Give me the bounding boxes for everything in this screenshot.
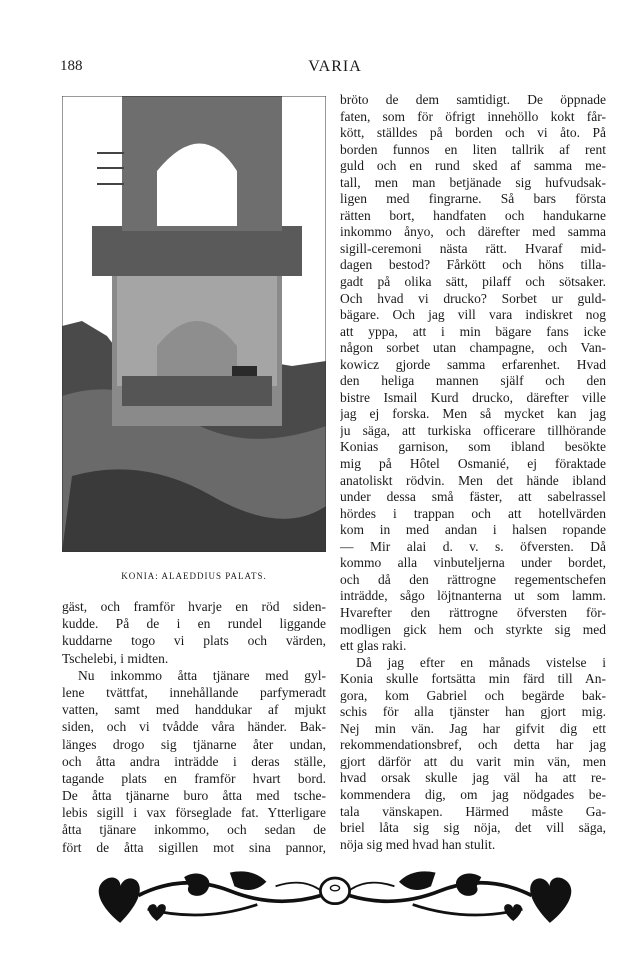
- text-line: Konias garnison, som ibland besökte: [340, 439, 606, 455]
- text-line: kött, ställdes på borden och vi åto. På: [340, 125, 606, 141]
- text-line: briel låta sig sig nöja, det vill säga,: [340, 820, 606, 836]
- heart-icon: [99, 878, 140, 923]
- text-line: dagen bestod? Fårkött och höns tilla-: [340, 257, 606, 273]
- text-line: schis för alla tjänster han gjort mig.: [340, 704, 606, 720]
- text-line: under dessa små fäster, att sabelrassel: [340, 489, 606, 505]
- text-line: gora, kom Gabriel och begärde bak-: [340, 687, 606, 703]
- text-line: rätten bort, handfaten och handukarne: [340, 207, 606, 223]
- page-number: 188: [60, 58, 83, 74]
- text-line: och åtta andra inträdde i deras ställe,: [62, 753, 326, 769]
- text-line: bistre Ismail Kurd drucko, därefter ville: [340, 389, 606, 405]
- text-line: — Mir alai d. v. s. öfversten. Då: [340, 538, 606, 554]
- text-line: Tschelebi, i midten.: [62, 650, 169, 666]
- decorative-tailpiece-ornament: [70, 868, 600, 932]
- text-line: De åtta tjänarne buro åtta med tsche-: [62, 788, 326, 804]
- text-line: faten, som för öfrigt innehöllo kokt får-: [340, 108, 606, 124]
- text-line: tagande plats en framför hvart bord.: [62, 770, 326, 786]
- text-line: modligen gick hem och styrkte sig med: [340, 621, 606, 637]
- text-line: Och hvad vi drucko? Sorbet ur guld-: [340, 290, 606, 306]
- text-line: Nu inkommo åtta tjänare med gyl-: [78, 667, 326, 683]
- text-line: lebis sigill i vax förseglade fat. Ytterligare: [62, 805, 326, 821]
- text-line: gadt på olika sätt, pilaff och sötsaker.: [340, 274, 606, 290]
- ruin-photograph: [62, 96, 326, 552]
- text-line: Konia skulle fortsätta min färd till An-: [340, 671, 606, 687]
- left-text-column: [62, 598, 326, 856]
- text-line: den heliga mannen själf och den: [340, 373, 606, 389]
- text-line: kom in med andan i halsen ropande: [340, 522, 606, 538]
- text-line: inkommo ånyo, och därefter med samma: [340, 224, 606, 240]
- text-line: rekommendationsbref, och detta har jag: [340, 737, 606, 753]
- text-line: och då den rättrogne regementschefen: [340, 571, 606, 587]
- text-line: tala vänskapen. Härmed måste Ga-: [340, 803, 606, 819]
- text-line: kommo alla vinbuteljerna under bordet,: [340, 555, 606, 571]
- text-line: kommendera dig, om jag nödgades be-: [340, 786, 606, 802]
- text-line: kuddarne togo vi plats och värden,: [62, 633, 326, 649]
- text-line: fört de åtta sigillen mot sina pannor,: [62, 839, 326, 855]
- text-line: kowicz gjorde samma erfarenhet. Hvad: [340, 356, 606, 372]
- text-line: åtta tjänare inkommo, och sedan de: [62, 822, 326, 838]
- text-line: lene tvättfat, innehållande parfymeradt: [62, 684, 326, 700]
- text-line: jag ej forska. Men så mycket kan jag: [340, 406, 606, 422]
- text-line: ett glas raki.: [340, 638, 407, 654]
- text-line: sigill-ceremoni nästa rätt. Hvaraf mid-: [340, 240, 606, 256]
- heart-icon: [530, 878, 571, 923]
- text-line: ligen med fingrarne. Så bars första: [340, 191, 606, 207]
- text-line: bröto de dem samtidigt. De öppnade: [340, 92, 606, 107]
- text-line: hvad orsak skulle jag väl ha att re-: [340, 770, 606, 786]
- text-line: ju säga, att turkiska officerare tillhörande: [340, 422, 606, 438]
- right-text-column: [340, 92, 606, 853]
- text-line: länges drogo sig tjänarne åter undan,: [62, 736, 326, 752]
- text-line: mig på Hôtel Osmanié, ej föraktade: [340, 456, 606, 472]
- text-line: Då jag efter en månads vistelse i: [356, 654, 606, 670]
- text-line: gäst, och framför hvarje en röd siden-: [62, 599, 326, 614]
- text-line: inträdde, sågo löjtnanterna ut som lamm.: [340, 588, 606, 604]
- text-line: gjort därför att du varit min vän, men: [340, 753, 606, 769]
- running-title: VARIA: [308, 58, 362, 75]
- text-line: borden funnos en liten tallrik af rent: [340, 141, 606, 157]
- text-line: Nej min vän. Jag har gifvit dig ett: [340, 720, 606, 736]
- text-line: nöja sig med hvad han stulit.: [340, 836, 496, 852]
- text-line: att yppa, att i min bägare fans icke: [340, 323, 606, 339]
- text-line: kudde. På de i en rundel liggande: [62, 616, 326, 632]
- figure-caption: KONIA: ALAEDDIUS PALATS.: [121, 571, 267, 581]
- text-line: någon sorbet utan champagne, och Van-: [340, 340, 606, 356]
- text-line: Hvarefter den rättrogne öfversten för-: [340, 604, 606, 620]
- text-line: anatoliskt rödvin. Men det hände ibland: [340, 472, 606, 488]
- text-line: siden, och vi tvådde våra händer. Bak-: [62, 719, 326, 735]
- text-line: vatten, samt med handdukar af mjukt: [62, 702, 326, 718]
- text-line: tall, men man betjänade sig hufvudsak-: [340, 174, 606, 190]
- text-line: guld och en rund sked af samma me-: [340, 158, 606, 174]
- text-line: hördes i trappan och att hotellvärden: [340, 505, 606, 521]
- text-line: bägare. Och jag vill vara indiskret nog: [340, 307, 606, 323]
